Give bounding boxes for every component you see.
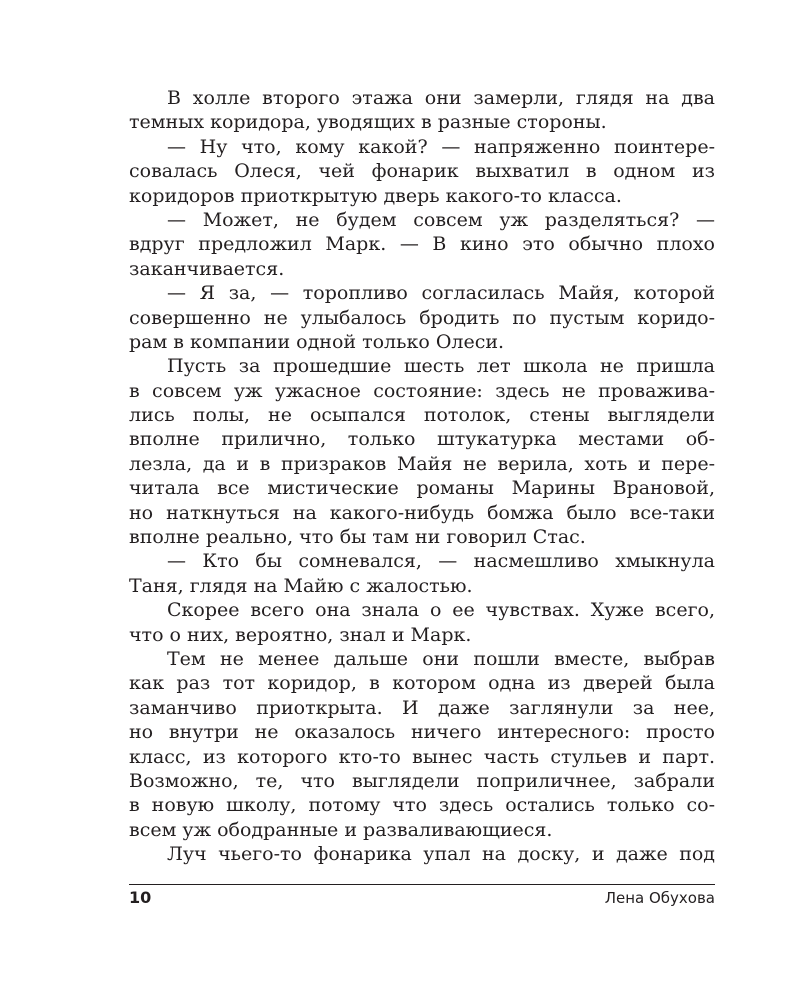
text-line: Возможно, те, что выглядели поприличнее, забрали bbox=[129, 769, 715, 792]
text-line: читала все мистические романы Марины Врановой, bbox=[129, 477, 715, 500]
footer-divider bbox=[129, 884, 715, 885]
text-line: заканчивается. bbox=[129, 257, 285, 280]
text-line: в совсем уж ужасное состояние: здесь не проважива- bbox=[129, 379, 715, 402]
text-line: что о них, вероятно, знал и Марк. bbox=[129, 623, 472, 646]
text-line: Луч чьего-то фонарика упал на доску, и даже под bbox=[167, 843, 715, 866]
text-line: лезла, да и в призраков Майя не верила, хоть и пере- bbox=[129, 452, 715, 475]
text-line: Таня, глядя на Майю с жалостью. bbox=[129, 574, 473, 597]
text-line: В холле второго этажа они замерли, глядя на два bbox=[167, 87, 715, 109]
text-line: всем уж ободранные и разваливающиеся. bbox=[129, 818, 553, 841]
text-line: Пусть за прошедшие шесть лет школа не пришла bbox=[167, 355, 715, 378]
text-line: совершенно не улыбалось бродить по пустым коридо- bbox=[129, 306, 715, 329]
page-number: 10 bbox=[129, 888, 152, 907]
text-line: — Я за, — торопливо согласилась Майя, которой bbox=[167, 282, 715, 305]
text-line: темных коридора, уводящих в разные стороны. bbox=[129, 111, 607, 134]
text-line: — Кто бы сомневался, — насмешливо хмыкнула bbox=[167, 550, 715, 573]
text-line: — Может, не будем совсем уж разделяться? — bbox=[167, 208, 715, 231]
text-line: вдруг предложил Марк. — В кино это обычно плохо bbox=[129, 233, 715, 256]
text-line: в новую школу, потому что здесь остались только со- bbox=[129, 794, 715, 817]
text-line: — Ну что, кому какой? — напряженно поинтере- bbox=[167, 135, 715, 158]
text-line: вполне реально, что бы там ни говорил Стас. bbox=[129, 526, 586, 549]
running-footer-author: Лена Обухова bbox=[604, 889, 715, 907]
text-line: вполне прилично, только штукатурка местами об- bbox=[129, 428, 715, 451]
text-line: класс, из которого кто-то вынес часть стульев и парт. bbox=[129, 745, 715, 768]
text-line: но внутри не оказалось ничего интересного: просто bbox=[129, 721, 715, 744]
text-line: коридоров приоткрытую дверь какого-то класса. bbox=[129, 184, 622, 207]
text-line: Тем не менее дальше они пошли вместе, выбрав bbox=[167, 647, 715, 670]
text-line: Скорее всего она знала о ее чувствах. Хуже всего, bbox=[167, 599, 715, 622]
text-line: заманчиво приоткрыта. И даже заглянули за нее, bbox=[129, 696, 715, 719]
text-line: но наткнуться на какого-нибудь бомжа было все-таки bbox=[129, 501, 715, 524]
text-line: рам в компании одной только Олеси. bbox=[129, 330, 505, 353]
text-line: лись полы, не осыпался потолок, стены выглядели bbox=[129, 404, 715, 427]
body-text bbox=[129, 86, 715, 867]
text-line: как раз тот коридор, в котором одна из дверей была bbox=[129, 672, 715, 695]
text-line: совалась Олеся, чей фонарик выхватил в одном из bbox=[129, 160, 715, 183]
